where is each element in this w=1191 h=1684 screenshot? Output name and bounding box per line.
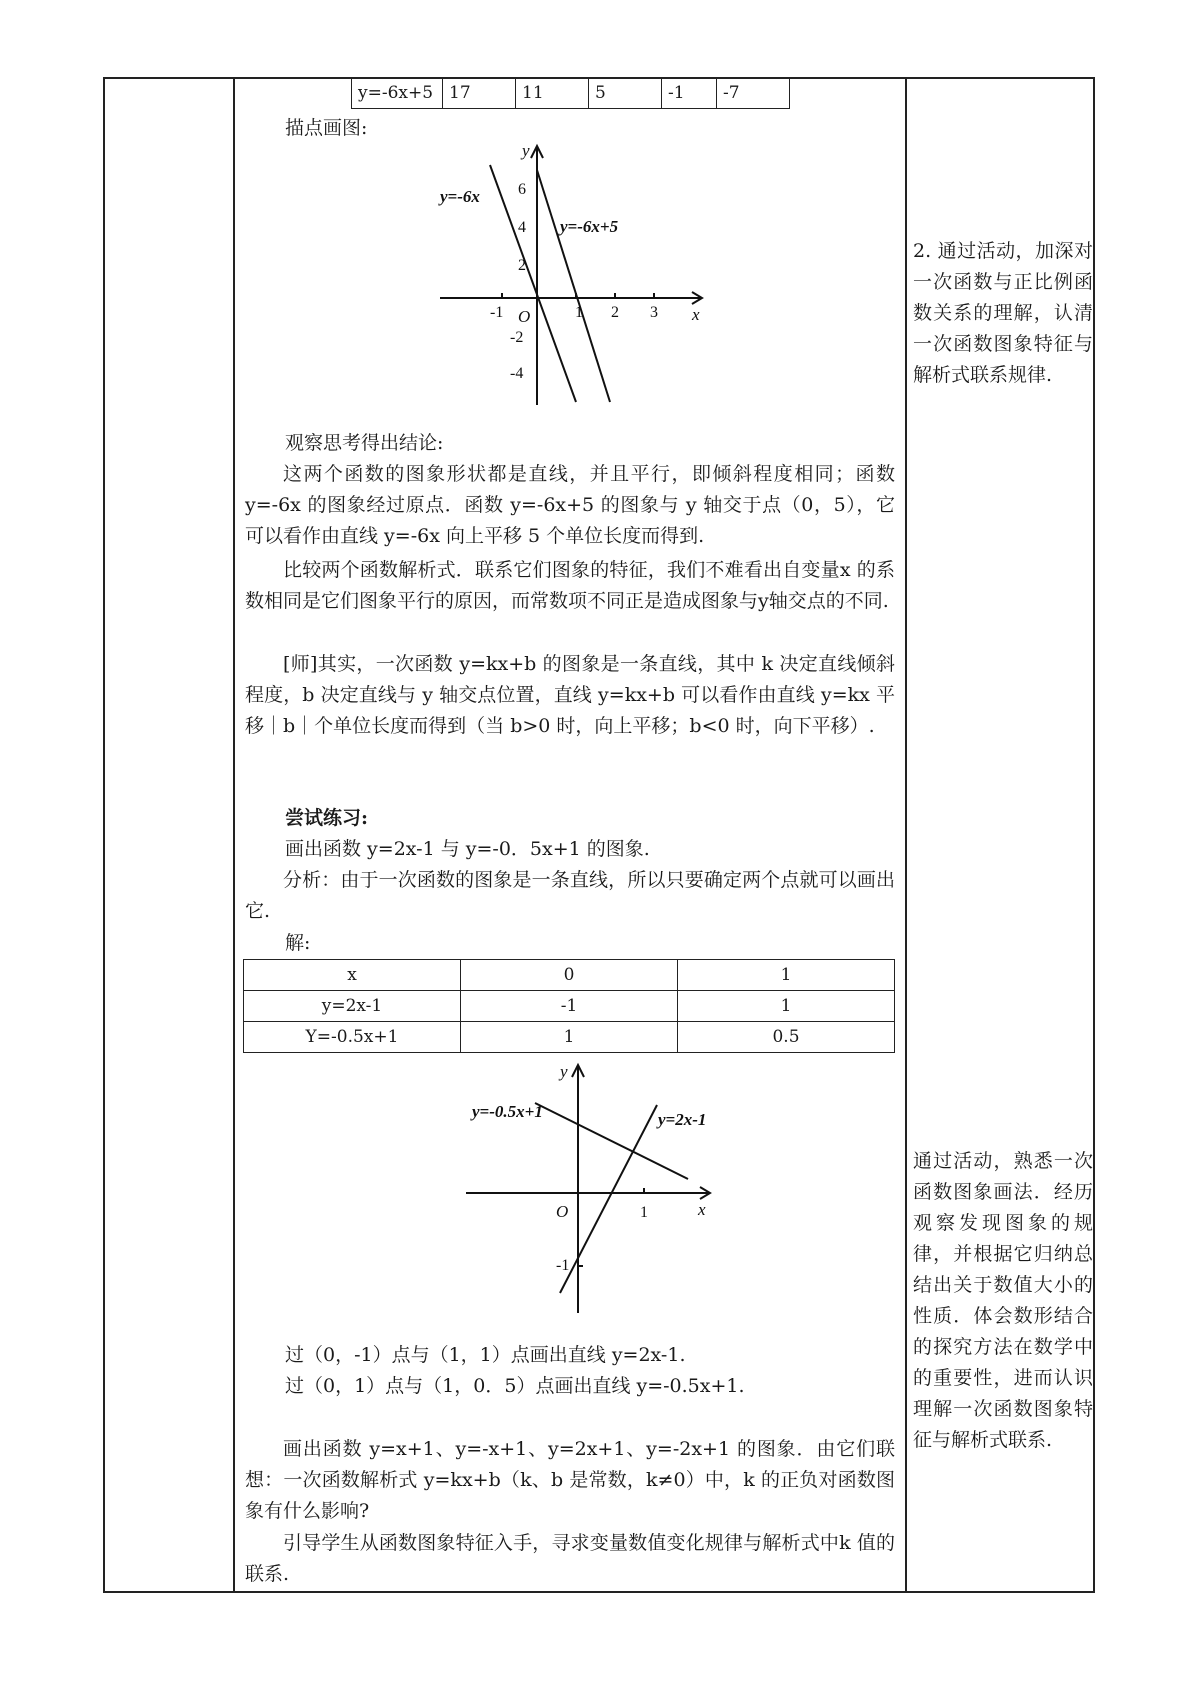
paragraph-conclusion: 这两个函数的图象形状都是直线，并且平行，即倾斜程度相同；函数 y=-6x 的图象经过原点．函数 y=-6x+5 的图象与 y 轴交于点（0，5），它可以看作由直线 y=-6x 向上平移 5 个单位长度而得到. [245,463,895,547]
frame-divider-2 [905,77,907,1592]
y-tick-label: 4 [518,219,526,236]
practice-task: 画出函数 y=2x-1 与 y=-0．5x+1 的图象. [285,838,650,860]
table-cell: 1 [678,991,895,1022]
practice-analysis: 分析：由于一次函数的图象是一条直线，所以只要确定两个点就可以画出它. [245,869,895,922]
table-row [244,1022,895,1053]
table-cell: 1 [678,960,895,991]
table-row [244,991,895,1022]
table-cell: -7 [717,78,790,109]
origin-label: O [556,1202,569,1221]
frame-divider-1 [233,77,235,1592]
table-cell: 17 [443,78,516,109]
x-tick-label: 1 [575,304,583,321]
paragraph-compare: 比较两个函数解析式．联系它们图象的特征，我们不难看出自变量x 的系数相同是它们图象平行的原因，而常数项不同正是造成图象与y轴交点的不同. [245,559,895,612]
frame-left-line [103,77,105,1592]
graph-y-neg6x [430,140,720,410]
table-cell: -1 [662,78,717,109]
table-cell: 0 [461,960,678,991]
y-tick-label: -4 [510,365,524,382]
y-tick-label: -1 [556,1257,570,1274]
line-label: y=-6x+5 [560,217,619,236]
frame-bottom-line [103,1591,1095,1593]
paragraph-teacher: [师]其实，一次函数 y=kx+b 的图象是一条直线，其中 k 决定直线倾斜程度，b 决定直线与 y 轴交点位置，直线 y=kx+b 可以看作由直线 y=kx 平移｜b｜个单位长度而得到（当 b>0 时，向上平移；b<0 时，向下平移）. [245,653,895,737]
table-cell: x [244,960,461,991]
line-label: y=2x-1 [658,1110,707,1129]
y-tick-label: 6 [518,181,526,198]
y-tick-label: -2 [510,329,524,346]
table-cell: 1 [461,1022,678,1053]
x-tick-label: 3 [650,304,658,321]
solution-label: 解: [285,932,311,954]
y-tick-label: 2 [518,257,526,274]
x-tick-label: 1 [640,1204,648,1221]
observe-heading: 观察思考得出结论: [285,432,444,454]
line-y-2x-minus1 [560,1105,657,1293]
guide-paragraph: 引导学生从函数图象特征入手，寻求变量数值变化规律与解析式中k 值的联系. [245,1532,895,1585]
line-through-points-2: 过（0，1）点与（1，0．5）点画出直线 y=-0.5x+1. [285,1375,745,1397]
values-table [243,959,895,1053]
line-label: y=-6x [440,187,480,206]
question-paragraph: 画出函数 y=x+1、y=-x+1、y=2x+1、y=-2x+1 的图象．由它们联想：一次函数解析式 y=kx+b（k、b 是常数，k≠0）中，k 的正负对函数图象有什么影响? [245,1438,895,1522]
table-cell: 5 [589,78,662,109]
table-cell: y=2x-1 [244,991,461,1022]
table-row [352,78,790,109]
line-y-neg6x-plus5 [537,170,610,402]
table-cell: 11 [516,78,589,109]
origin-label: O [518,307,531,326]
x-axis-label: x [698,1200,706,1219]
values-table-top [351,78,790,109]
side-note-2: 通过活动，熟悉一次函数图象画法．经历观察发现图象的规律，并根据它归纳总结出关于数值大小的性质．体会数形结合的探究方法在数学中的重要性，进而认识理解一次函数图象特征与解析式联系. [913,1150,1093,1451]
y-axis-label: y [522,141,530,160]
plot-label: 描点画图: [285,117,368,139]
side-note-1: 2. 通过活动，加深对一次函数与正比例函数关系的理解，认清一次函数图象特征与解析式联系规律. [913,240,1093,386]
x-tick-label: -1 [490,304,504,321]
x-axis-label: x [692,305,700,324]
x-tick-label: 2 [611,304,619,321]
line-y-neg6x [490,165,576,402]
practice-heading: 尝试练习: [285,807,369,829]
frame-right-line [1093,77,1095,1592]
line-label: y=-0.5x+1 [472,1102,543,1121]
graph-two-lines [460,1055,740,1317]
table-cell: y=-6x+5 [352,78,443,109]
table-row [244,960,895,991]
y-axis-label: y [560,1062,568,1081]
table-cell: 0.5 [678,1022,895,1053]
line-through-points-1: 过（0，-1）点与（1，1）点画出直线 y=2x-1. [285,1344,686,1366]
table-cell: -1 [461,991,678,1022]
table-cell: Y=-0.5x+1 [244,1022,461,1053]
